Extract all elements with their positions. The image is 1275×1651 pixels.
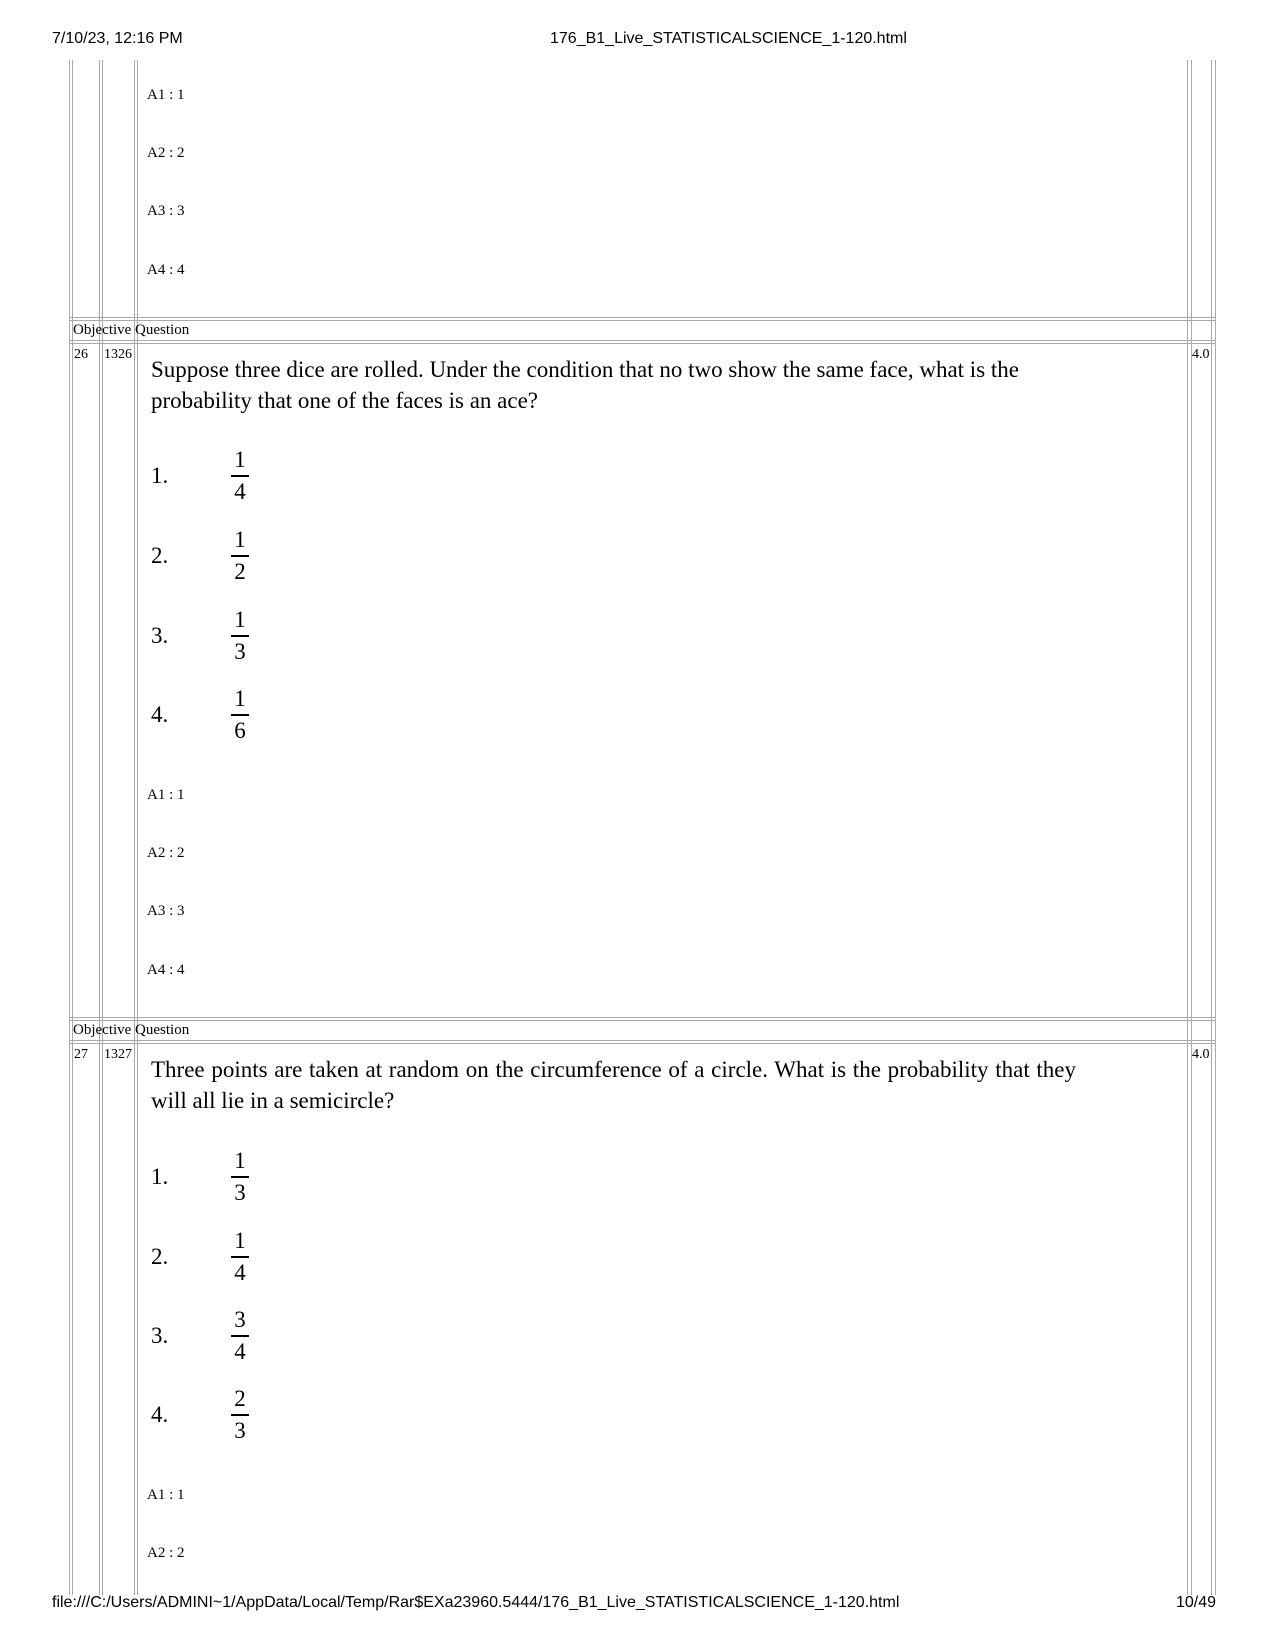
fraction-denominator: 4 [234, 1338, 246, 1364]
fraction-numerator: 1 [234, 686, 246, 711]
question-type-label: Objective Question [73, 1022, 190, 1038]
option-number: 3. [151, 1323, 169, 1348]
answer-key: A2 : 2 [147, 1545, 185, 1561]
fraction [231, 607, 249, 665]
fraction [231, 1148, 249, 1206]
frame-line [69, 317, 1216, 318]
fraction-numerator: 2 [234, 1386, 246, 1411]
question-text: Three points are taken at random on the circumference of a circle. What is the probability that they will all lie in a semicircle? [151, 1057, 1076, 1113]
print-title: 176_B1_Live_STATISTICALSCIENCE_1-120.html [550, 30, 907, 47]
option [151, 607, 351, 671]
answer-key: A1 : 1 [147, 787, 185, 803]
answer-key: A4 : 4 [147, 262, 185, 278]
fraction-denominator: 4 [234, 1259, 246, 1285]
answer-key: A4 : 4 [147, 962, 185, 978]
frame-line [69, 340, 1216, 341]
fraction [231, 686, 249, 744]
answer-key: A1 : 1 [147, 1487, 185, 1503]
question-serial: 26 [74, 347, 88, 362]
frame-line [69, 1017, 1216, 1018]
option-number: 2. [151, 543, 169, 568]
fraction-numerator: 1 [234, 1148, 246, 1173]
frame-line [69, 1020, 1216, 1021]
frame-line [69, 320, 1216, 321]
option [151, 447, 351, 511]
fraction-bar [231, 714, 249, 716]
option-number: 1. [151, 463, 169, 488]
question-text: Suppose three dice are rolled. Under the condition that no two show the same face, what is the probability that one of the faces is an ace? [151, 357, 1019, 413]
fraction-denominator: 3 [234, 638, 246, 664]
fraction-bar [231, 1176, 249, 1178]
fraction-bar [231, 475, 249, 477]
option [151, 1386, 351, 1450]
fraction-denominator: 3 [234, 1417, 246, 1443]
answer-key: A1 : 1 [147, 87, 185, 103]
fraction-numerator: 1 [234, 1228, 246, 1253]
option [151, 1228, 351, 1292]
frame-line [69, 60, 70, 1595]
answer-key: A2 : 2 [147, 845, 185, 861]
question-type-label: Objective Question [73, 322, 190, 338]
fraction-bar [231, 555, 249, 557]
fraction-denominator: 4 [234, 478, 246, 504]
print-file-path: file:///C:/Users/ADMINI~1/AppData/Local/Temp/Rar$EXa23960.5444/176_B1_Live_STATISTICALSCIENCE_1-120.html [52, 1594, 900, 1611]
print-page-number: 10/49 [1176, 1594, 1217, 1611]
frame-line [137, 60, 138, 1595]
option-number: 2. [151, 1244, 169, 1269]
option [151, 527, 351, 591]
option [151, 686, 351, 750]
fraction [231, 1228, 249, 1286]
option-number: 1. [151, 1164, 169, 1189]
frame-line [72, 60, 73, 1595]
option-number: 3. [151, 623, 169, 648]
frame-line [102, 60, 103, 1595]
fraction-bar [231, 1256, 249, 1258]
frame-line [69, 1043, 1216, 1044]
question-id: 1327 [104, 1047, 132, 1062]
fraction-bar [231, 635, 249, 637]
fraction-denominator: 3 [234, 1179, 246, 1205]
question-serial: 27 [74, 1047, 88, 1062]
answer-key: A3 : 3 [147, 203, 185, 219]
frame-line [1191, 60, 1192, 1595]
fraction [231, 527, 249, 585]
question-marks: 4.0 [1192, 347, 1210, 362]
frame-line [1215, 60, 1216, 1595]
frame-line [134, 60, 135, 1595]
fraction-numerator: 1 [234, 527, 246, 552]
fraction-denominator: 2 [234, 558, 246, 584]
frame-line [99, 60, 100, 1595]
print-datetime: 7/10/23, 12:16 PM [52, 30, 183, 47]
question-id: 1326 [104, 347, 132, 362]
answer-key: A3 : 3 [147, 903, 185, 919]
fraction [231, 1307, 249, 1365]
fraction-denominator: 6 [234, 717, 246, 743]
frame-line [1187, 60, 1188, 1595]
fraction [231, 1386, 249, 1444]
frame-line [1211, 60, 1212, 1595]
option [151, 1307, 351, 1371]
fraction-bar [231, 1414, 249, 1416]
fraction-numerator: 3 [234, 1307, 246, 1332]
fraction-numerator: 1 [234, 447, 246, 472]
frame-line [69, 343, 1216, 344]
answer-key: A2 : 2 [147, 145, 185, 161]
frame-line [69, 1040, 1216, 1041]
question-marks: 4.0 [1192, 1047, 1210, 1062]
option [151, 1148, 351, 1212]
fraction-numerator: 1 [234, 607, 246, 632]
option-number: 4. [151, 702, 169, 727]
fraction-bar [231, 1335, 249, 1337]
fraction [231, 447, 249, 505]
option-number: 4. [151, 1402, 169, 1427]
